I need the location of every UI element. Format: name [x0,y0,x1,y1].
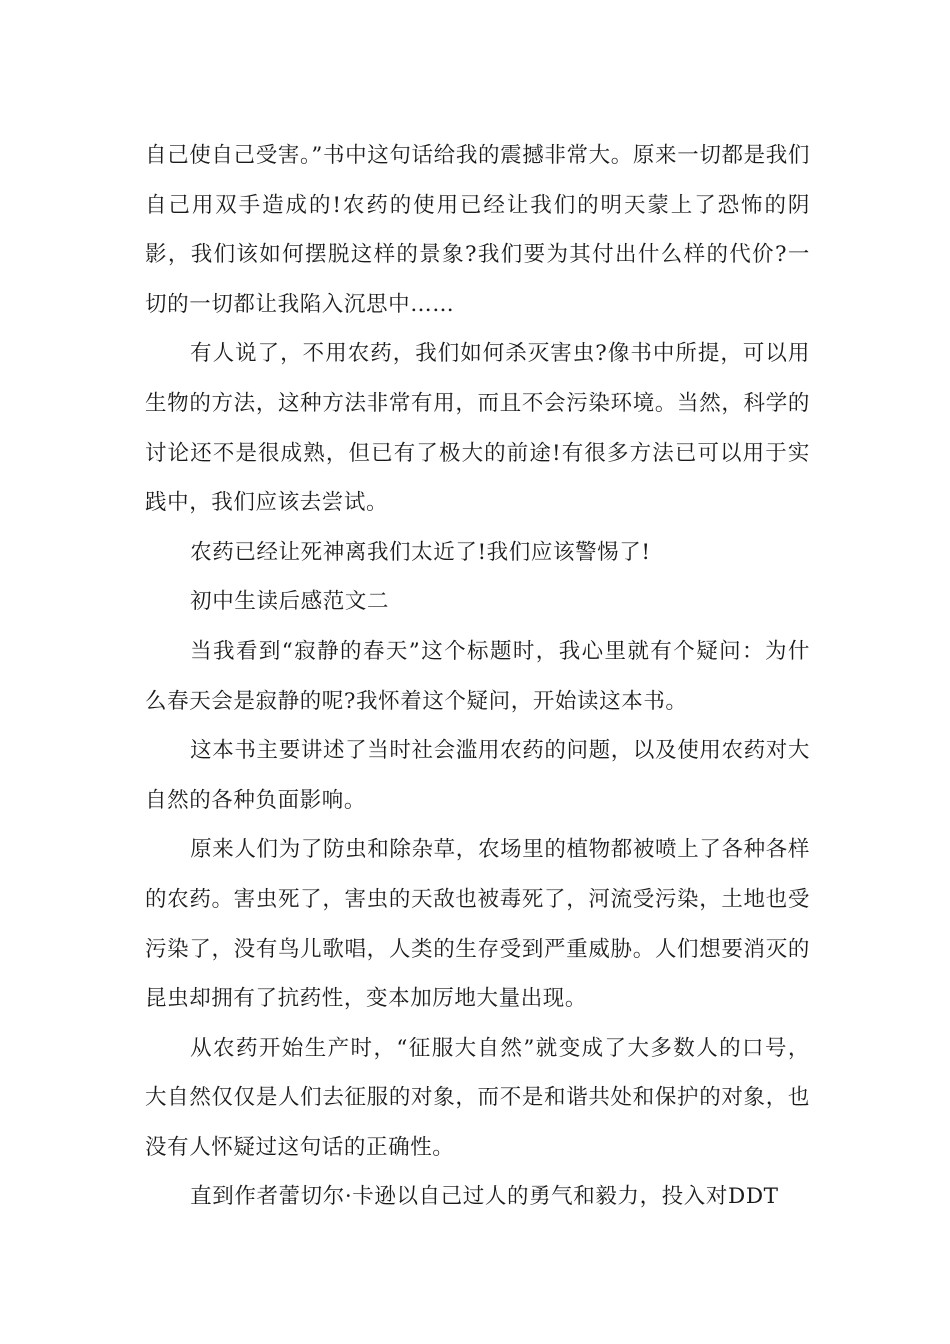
document-body [145,131,810,1222]
paragraph: 这本书主要讲述了当时社会滥用农药的问题，以及使用农药对大自然的各种负面影响。 [145,738,810,813]
paragraph-continuation: 自己使自己受害。”书中这句话给我的震撼非常大。原来一切都是我们自己用双手造成的!农药的使用已经让我们的明天蒙上了恐怖的阴影，我们该如何摆脱这样的景象?我们要为其付出什么样的代价?一切的一切都让我陷入沉思中…… [145,143,810,317]
paragraph-truncated: 直到作者蕾切尔·卡逊以自己过人的勇气和毅力，投入对DDT [190,1184,779,1210]
paragraph: 有人说了，不用农药，我们如何杀灭害虫?像书中所提，可以用生物的方法，这种方法非常有用，而且不会污染环境。当然，科学的讨论还不是很成熟，但已有了极大的前途!有很多方法已可以用于实践中，我们应该去尝试。 [145,341,810,516]
paragraph: 农药已经让死神离我们太近了!我们应该警惕了! [190,539,651,565]
paragraph: 从农药开始生产时，“征服大自然”就变成了大多数人的口号，大自然仅仅是人们去征服的对象，而不是和谐共处和保护的对象，也没有人怀疑过这句话的正确性。 [145,1035,810,1160]
paragraph: 当我看到“寂静的春天”这个标题时，我心里就有个疑问：为什么春天会是寂静的呢?我怀着这个疑问，开始读这本书。 [145,638,810,714]
section-heading: 初中生读后感范文二 [190,589,390,615]
paragraph: 原来人们为了防虫和除杂草，农场里的植物都被喷上了各种各样的农药。害虫死了，害虫的天敌也被毒死了，河流受污染，土地也受污染了，没有鸟儿歌唱，人类的生存受到严重威胁。人们想要消灭的昆虫却拥有了抗药性，变本加厉地大量出现。 [145,837,810,1012]
